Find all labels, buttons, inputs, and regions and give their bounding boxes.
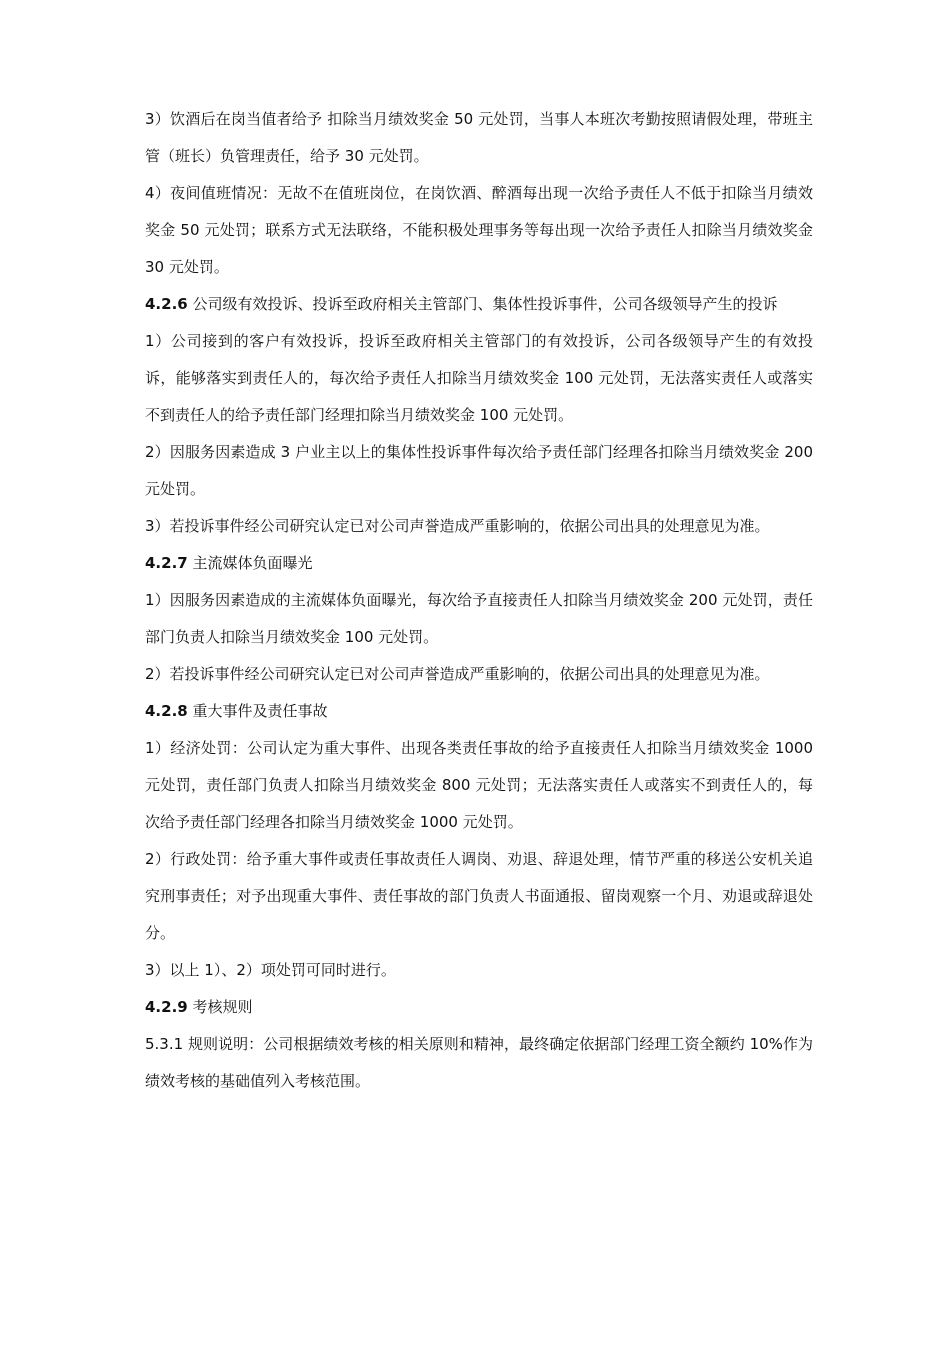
paragraph-media-1: 1）因服务因素造成的主流媒体负面曝光，每次给予直接责任人扣除当月绩效奖金 200 元处罚，责任部门负责人扣除当月绩效奖金 100 元处罚。 <box>145 591 813 646</box>
paragraph-drinking-penalty: 3）饮酒后在岗当值者给予 扣除当月绩效奖金 50 元处罚，当事人本班次考勤按照请假处理，带班主管（班长）负管理责任，给予 30 元处罚。 <box>145 110 813 165</box>
paragraph-complaint-2: 2）因服务因素造成 3 户业主以上的集体性投诉事件每次给予责任部门经理各扣除当月绩效奖金 200 元处罚。 <box>145 443 813 498</box>
section-title: 公司级有效投诉、投诉至政府相关主管部门、集体性投诉事件，公司各级领导产生的投诉 <box>187 295 778 313</box>
section-number: 4.2.9 <box>145 998 188 1016</box>
section-number: 4.2.8 <box>145 702 188 720</box>
section-heading-4-2-7 <box>145 545 813 582</box>
paragraph-combined-penalty: 3）以上 1）、2）项处罚可同时进行。 <box>145 961 396 979</box>
section-number: 4.2.6 <box>145 295 188 313</box>
paragraph-economic-penalty: 1）经济处罚：公司认定为重大事件、出现各类责任事故的给予直接责任人扣除当月绩效奖金 1000 元处罚，责任部门负责人扣除当月绩效奖金 800 元处罚；无法落实责任人或落实不到责任人的，每次给予责任部门经理各扣除当月绩效奖金 1000 元处罚。 <box>145 739 813 831</box>
paragraph-night-duty: 4）夜间值班情况：无故不在值班岗位，在岗饮酒、醉酒每出现一次给予责任人不低于扣除当月绩效奖金 50 元处罚；联系方式无法联络，不能积极处理事务等每出现一次给予责任人扣除当月绩效奖金 30 元处罚。 <box>145 184 813 276</box>
paragraph-complaint-1: 1）公司接到的客户有效投诉，投诉至政府相关主管部门的有效投诉，公司各级领导产生的有效投诉，能够落实到责任人的，每次给予责任人扣除当月绩效奖金 100 元处罚，无法落实责任人或落实不到责任人的给予责任部门经理扣除当月绩效奖金 100 元处罚。 <box>145 332 813 424</box>
section-heading-4-2-8 <box>145 693 813 730</box>
section-heading-4-2-6 <box>145 286 813 323</box>
section-title: 主流媒体负面曝光 <box>187 554 313 572</box>
paragraph-media-2: 2）若投诉事件经公司研究认定已对公司声誉造成严重影响的，依据公司出具的处理意见为准。 <box>145 665 770 683</box>
section-number: 4.2.7 <box>145 554 188 572</box>
paragraph-rule-description: 5.3.1 规则说明：公司根据绩效考核的相关原则和精神，最终确定依据部门经理工资全额约 10%作为绩效考核的基础值列入考核范围。 <box>145 1035 813 1090</box>
section-title: 重大事件及责任事故 <box>187 702 328 720</box>
paragraph-administrative-penalty: 2）行政处罚：给予重大事件或责任事故责任人调岗、劝退、辞退处理，情节严重的移送公安机关追究刑事责任；对予出现重大事件、责任事故的部门负责人书面通报、留岗观察一个月、劝退或辞退处分。 <box>145 850 813 942</box>
section-heading-4-2-9 <box>145 989 813 1026</box>
paragraph-complaint-3: 3）若投诉事件经公司研究认定已对公司声誉造成严重影响的，依据公司出具的处理意见为准。 <box>145 517 770 535</box>
section-title: 考核规则 <box>187 998 253 1016</box>
document-page <box>145 101 813 1100</box>
